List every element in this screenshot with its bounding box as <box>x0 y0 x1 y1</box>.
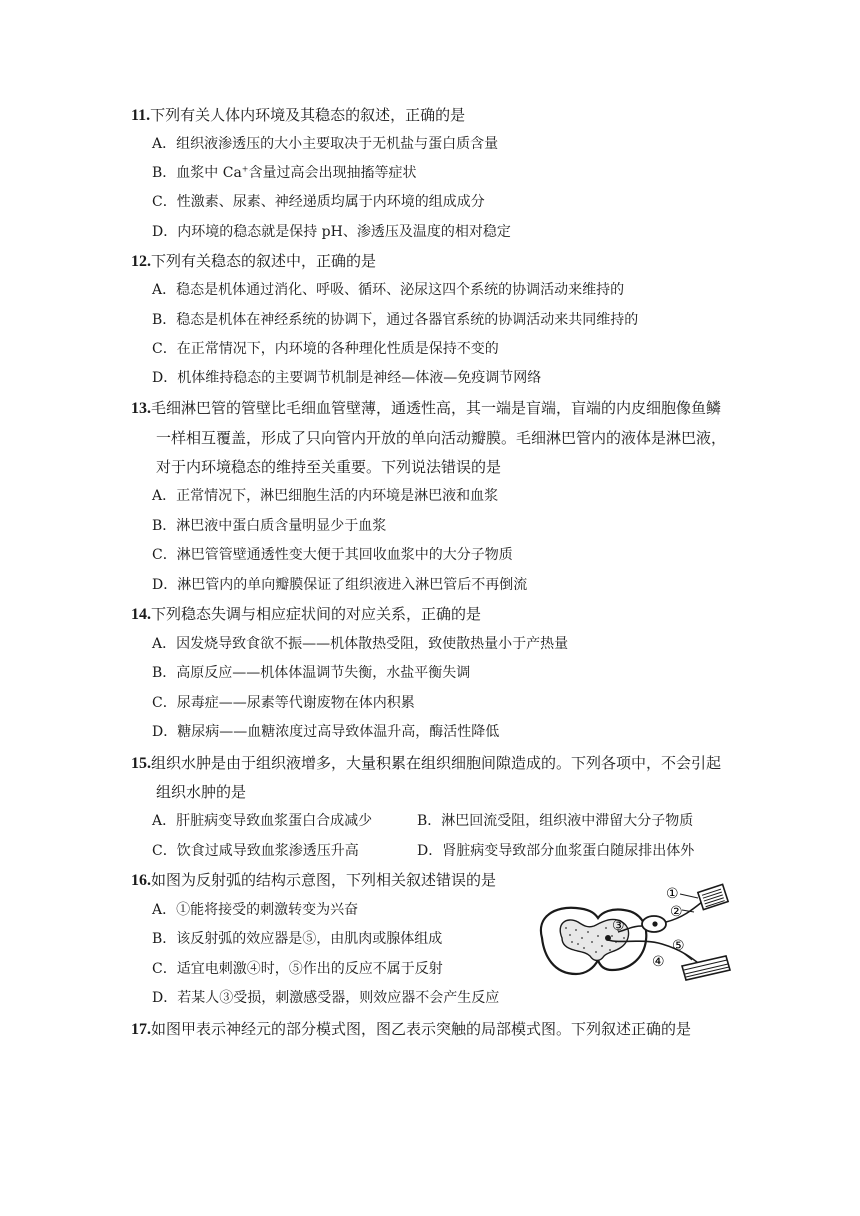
option-d: D．内环境的稳态就是保持 pH、渗透压及温度的相对稳定 <box>152 224 511 240</box>
reflex-arc-diagram <box>532 880 734 998</box>
option-c: C．尿毒症——尿素等代谢废物在体内积累 <box>152 695 415 711</box>
label-5: ⑤ <box>672 938 685 954</box>
question-stem-continued: 对于内环境稳态的维持至关重要。下列说法错误的是 <box>156 458 502 476</box>
receptor <box>698 884 728 909</box>
question-17 <box>131 1015 691 1044</box>
option-c: C．在正常情况下，内环境的各种理化性质是保持不变的 <box>152 341 499 357</box>
option-a: A．肝脏病变导致血浆蛋白合成减少 <box>152 813 373 829</box>
effector <box>682 956 730 980</box>
question-stem: 如图甲表示神经元的部分模式图，图乙表示突触的局部模式图。下列叙述正确的是 <box>151 1020 692 1038</box>
question-stem: 如图为反射弧的结构示意图，下列相关叙述错误的是 <box>151 871 497 889</box>
option-c: C．性激素、尿素、神经递质均属于内环境的组成成分 <box>152 194 485 210</box>
question-stem: 下列有关稳态的叙述中，正确的是 <box>151 252 377 270</box>
option-a: A．①能将接受的刺激转变为兴奋 <box>152 902 359 918</box>
question-stem-continued: 组织水肿的是 <box>156 783 247 801</box>
question-number: 16. <box>131 872 151 889</box>
option-d: D．机体维持稳态的主要调节机制是神经—体液—免疫调节网络 <box>152 370 542 386</box>
option-d: D．糖尿病——血糖浓度过高导致体温升高，酶活性降低 <box>152 724 500 740</box>
option-b: B．稳态是机体在神经系统的协调下，通过各器官系统的协调活动来共同维持的 <box>152 312 639 328</box>
option-d: D．若某人③受损，刺激感受器，则效应器不会产生反应 <box>152 990 500 1006</box>
option-a: A．组织液渗透压的大小主要取决于无机盐与蛋白质含量 <box>152 136 499 152</box>
question-16 <box>131 866 496 895</box>
option-b: B．血浆中 Ca+含量过高会出现抽搐等症状 <box>152 164 417 181</box>
question-stem: 下列有关人体内环境及其稳态的叙述，正确的是 <box>150 106 466 124</box>
question-stem: 毛细淋巴管的管壁比毛细血管壁薄，通透性高，其一端是盲端，盲端的内皮细胞像鱼鳞 <box>151 399 722 417</box>
option-a: A．稳态是机体通过消化、呼吸、循环、泌尿这四个系统的协调活动来维持的 <box>152 282 625 298</box>
option-c: C．淋巴管管壁通透性变大便于其回收血浆中的大分子物质 <box>152 547 513 563</box>
question-stem-continued: 一样相互覆盖，形成了只向管内开放的单向活动瓣膜。毛细淋巴管内的液体是淋巴液， <box>156 429 727 447</box>
question-number: 11. <box>131 107 151 124</box>
option-b: B．淋巴液中蛋白质含量明显少于血浆 <box>152 518 387 534</box>
option-b: B．该反射弧的效应器是⑤，由肌肉或腺体组成 <box>152 931 443 947</box>
question-number: 12. <box>131 253 151 270</box>
option-c: C．适宜电刺激④时，⑤作出的反应不属于反射 <box>152 961 443 977</box>
question-number: 15. <box>131 755 151 772</box>
question-number: 17. <box>131 1021 151 1038</box>
question-15 <box>131 749 721 778</box>
question-stem: 下列稳态失调与相应症状间的对应关系，正确的是 <box>151 605 482 623</box>
option-b: B．淋巴回流受阻，组织液中滞留大分子物质 <box>417 813 694 829</box>
question-12 <box>131 247 376 276</box>
question-11 <box>131 101 465 130</box>
label-4: ④ <box>652 954 665 970</box>
question-13 <box>131 394 721 423</box>
option-a: A．正常情况下，淋巴细胞生活的内环境是淋巴液和血浆 <box>152 488 499 504</box>
question-number: 13. <box>131 400 151 417</box>
label-2: ② <box>670 904 683 920</box>
option-b: B．高原反应——机体体温调节失衡，水盐平衡失调 <box>152 665 471 681</box>
question-number: 14. <box>131 606 151 623</box>
option-a: A．因发烧导致食欲不振——机体散热受阻，致使散热量小于产热量 <box>152 636 569 652</box>
label-1: ① <box>666 886 679 902</box>
option-d: D．肾脏病变导致部分血浆蛋白随尿排出体外 <box>417 843 695 859</box>
label-3: ③ <box>612 918 625 934</box>
question-14 <box>131 600 481 629</box>
question-stem: 组织水肿是由于组织液增多，大量积累在组织细胞间隙造成的。下列各项中，不会引起 <box>151 754 722 772</box>
option-d: D．淋巴管内的单向瓣膜保证了组织液进入淋巴管后不再倒流 <box>152 577 528 593</box>
option-c: C．饮食过咸导致血浆渗透压升高 <box>152 843 359 859</box>
